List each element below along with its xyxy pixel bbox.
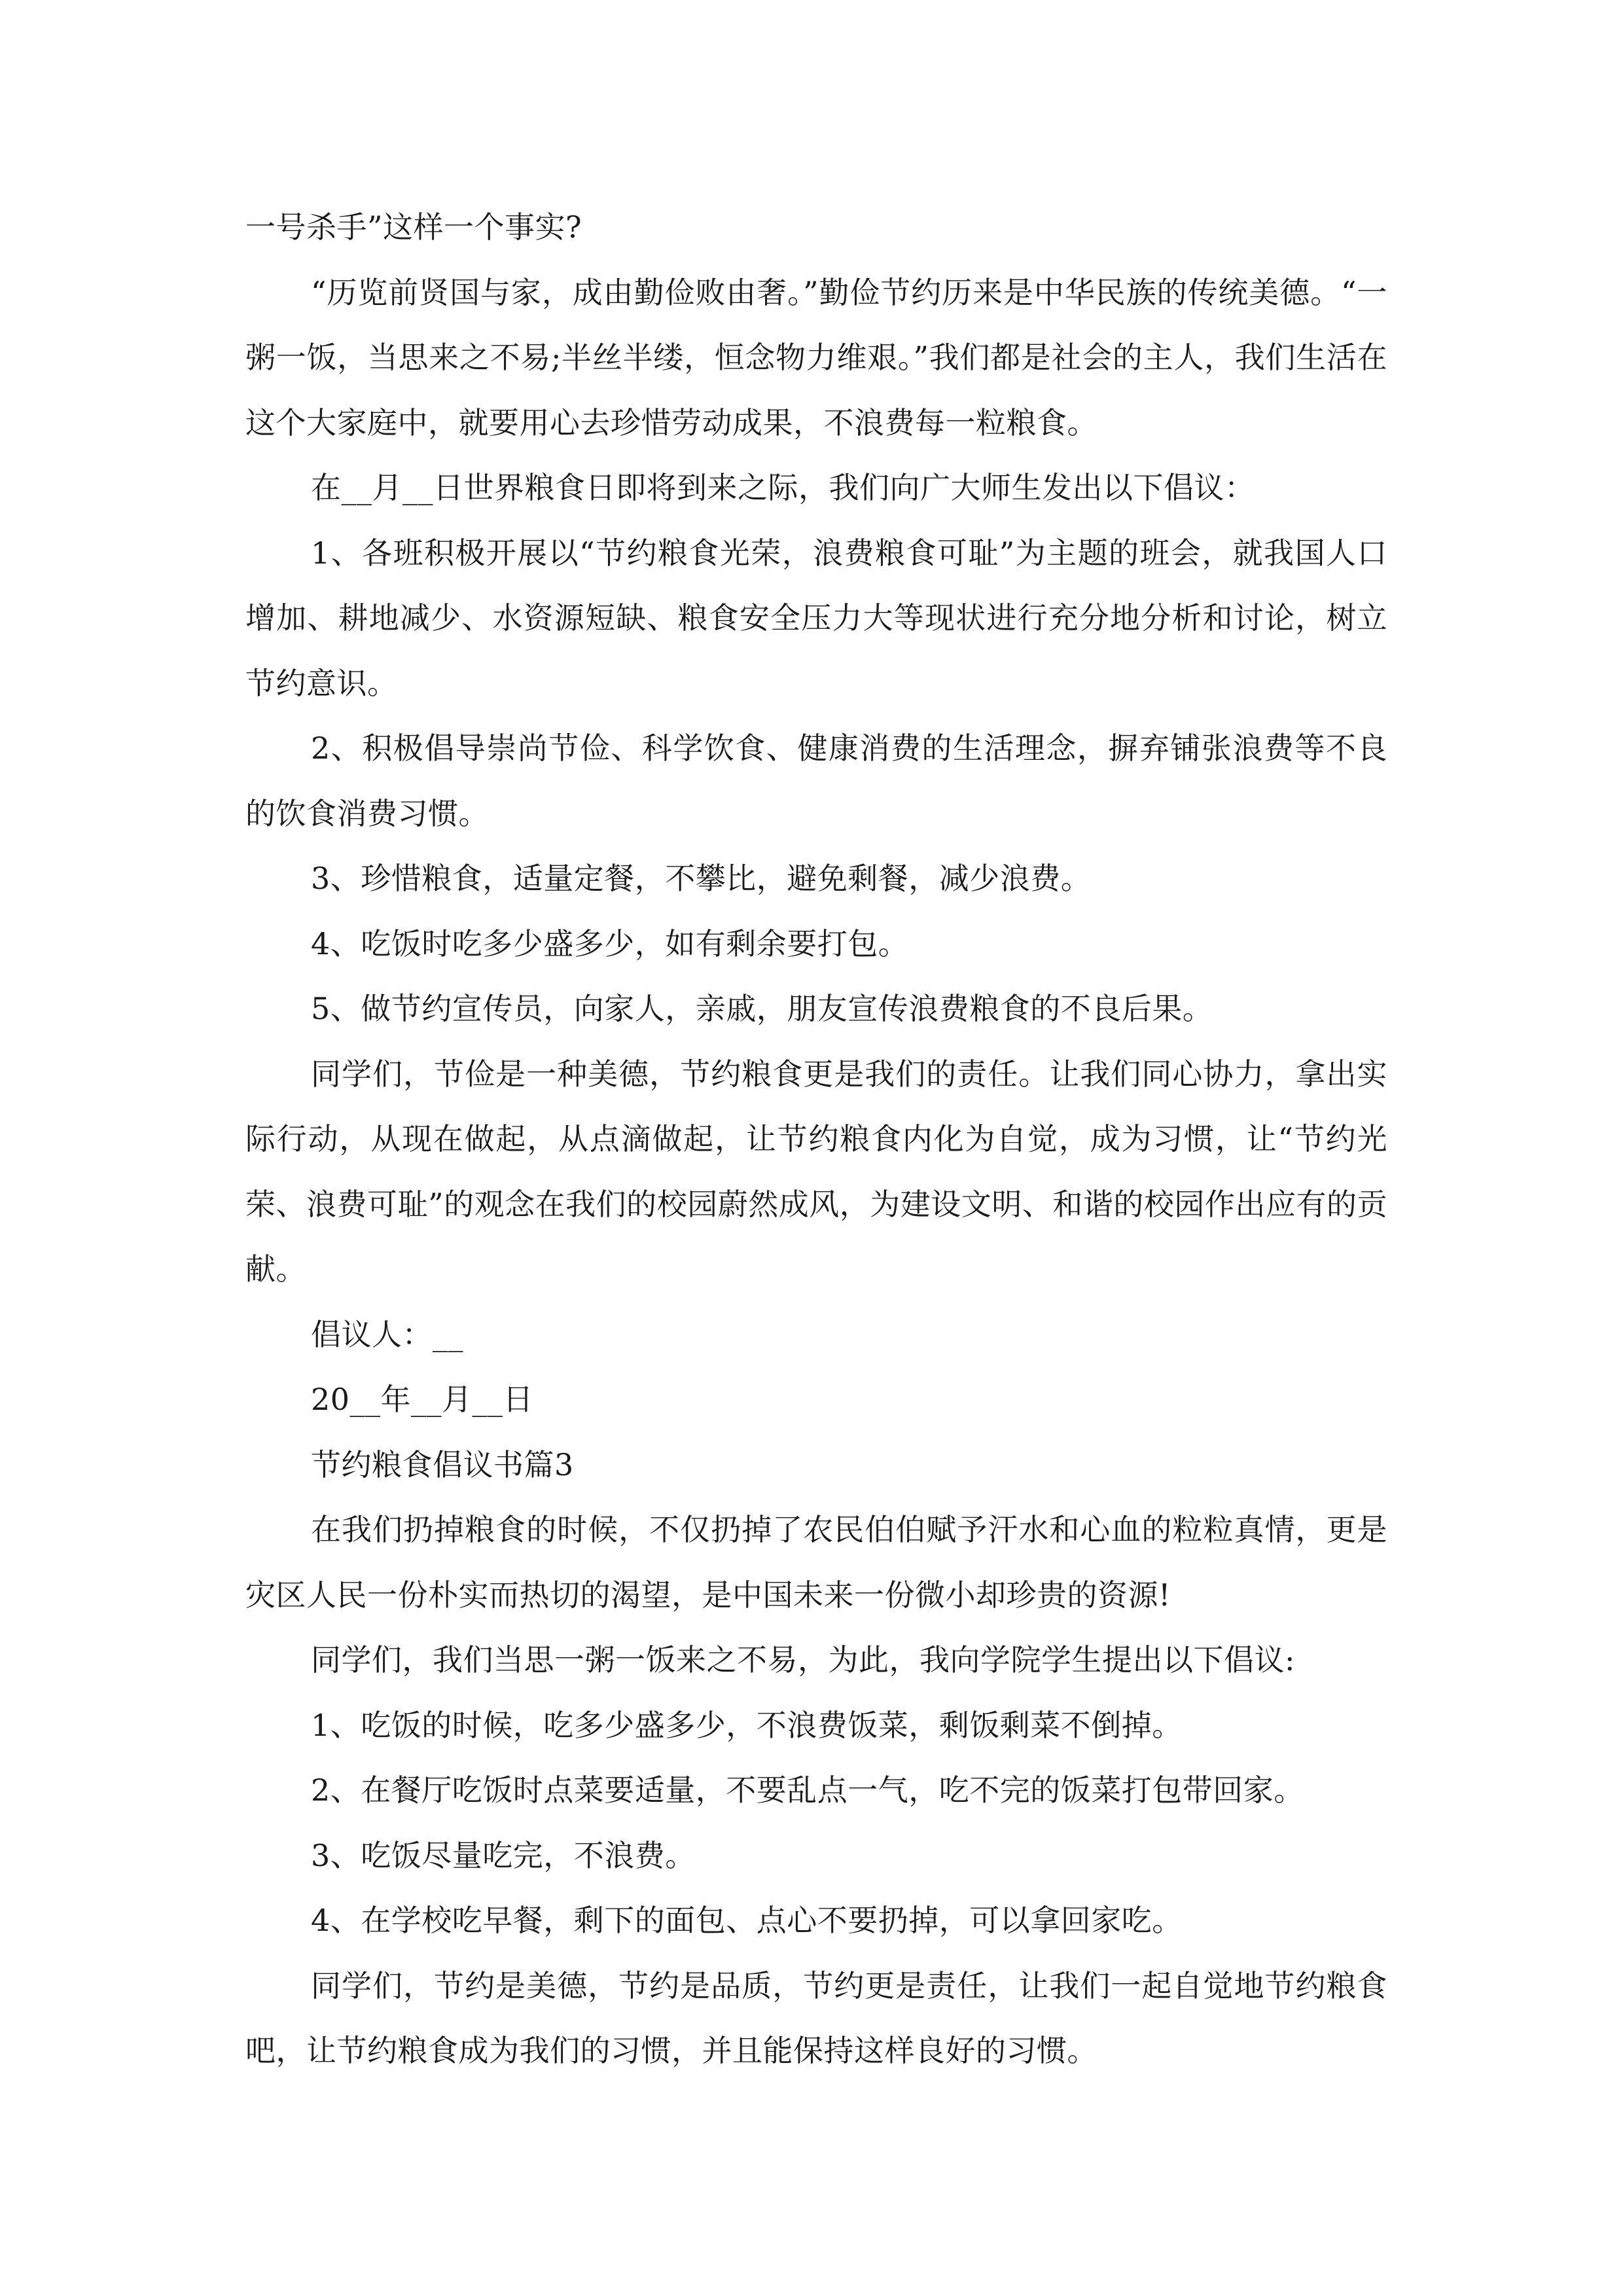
closing-paragraph: 同学们，节俭是一种美德，节约粮食更是我们的责任。让我们同心协力，拿出实际行动，从现在做起，从点滴做起，让节约粮食内化为自觉，成为习惯，让“节约光荣、浪费可耻”的观念在我们的校园蔚然成风，为建设文明、和谐的校园作出应有的贡献。: [245, 1056, 1387, 1287]
proposal-item-1: 1、各班积极开展以“节约粮食光荣，浪费粮食可耻”为主题的班会，就我国人口增加、耕地减少、水资源短缺、粮食安全压力大等现状进行充分地分析和讨论，树立节约意识。: [245, 535, 1387, 701]
paragraph-1: 一号杀手”这样一个事实?: [245, 209, 582, 245]
proposal-item-5: 5、做节约宣传员，向家人，亲戚，朋友宣传浪费粮食的不良后果。: [311, 991, 1213, 1026]
section-title: 节约粮食倡议书篇3: [311, 1446, 574, 1482]
section3-item-4: 4、在学校吃早餐，剩下的面包、点心不要扔掉，可以拿回家吃。: [311, 1903, 1183, 1938]
section3-item-3: 3、吃饭尽量吃完，不浪费。: [311, 1837, 696, 1873]
date-line: 20__年__月__日: [311, 1382, 534, 1417]
document-body: [245, 195, 1387, 2084]
signature-line: 倡议人：__: [311, 1316, 463, 1352]
proposal-item-2: 2、积极倡导崇尚节俭、科学饮食、健康消费的生活理念，摒弃铺张浪费等不良的饮食消费习惯。: [245, 730, 1387, 831]
section3-item-1: 1、吃饭的时候，吃多少盛多少，不浪费饭菜，剩饭剩菜不倒掉。: [311, 1707, 1183, 1743]
section3-item-2: 2、在餐厅吃饭时点菜要适量，不要乱点一气，吃不完的饭菜打包带回家。: [311, 1772, 1304, 1808]
section3-intro: 在我们扔掉粮食的时候，不仅扔掉了农民伯伯赋予汗水和心血的粒粒真情，更是灾区人民一份朴实而热切的渴望，是中国未来一份微小却珍贵的资源!: [245, 1512, 1387, 1613]
proposal-item-3: 3、珍惜粮食，适量定餐，不攀比，避免剩餐，减少浪费。: [311, 861, 1092, 896]
section3-closing: 同学们，节约是美德，节约是品质，节约更是责任，让我们一起自觉地节约粮食吧，让节约粮食成为我们的习惯，并且能保持这样良好的习惯。: [245, 1967, 1387, 2068]
proposal-item-4: 4、吃饭时吃多少盛多少，如有剩余要打包。: [311, 925, 909, 961]
paragraph-3: 在__月__日世界粮食日即将到来之际，我们向广大师生发出以下倡议：: [311, 470, 1255, 505]
paragraph-2: “历览前贤国与家，成由勤俭败由奢。”勤俭节约历来是中华民族的传统美德。“一粥一饭，当思来之不易;半丝半缕，恒念物力维艰。”我们都是社会的主人，我们生活在这个大家庭中，就要用心去珍惜劳动成果，不浪费每一粒粮食。: [245, 274, 1387, 440]
section3-call: 同学们，我们当思一粥一饭来之不易，为此，我向学院学生提出以下倡议:: [311, 1642, 1295, 1677]
